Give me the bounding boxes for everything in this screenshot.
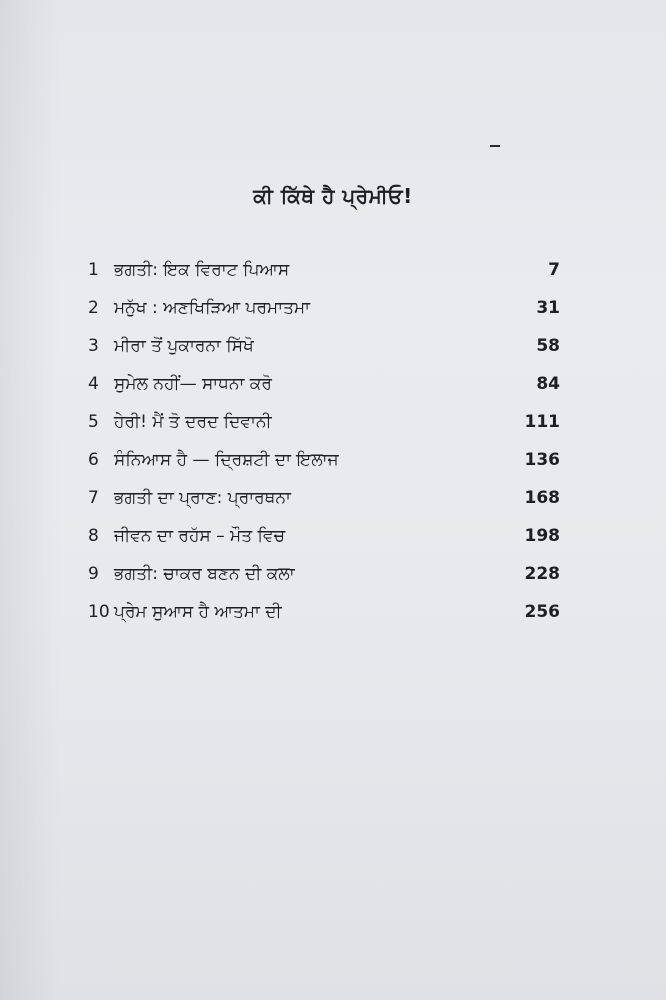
chapter-title: ਭਗਤੀ: ਚਾਕਰ ਬਣਨ ਦੀ ਕਲਾ — [114, 564, 295, 584]
toc-entry[interactable] — [88, 257, 560, 295]
chapter-title: ਮੀਰਾ ਤੋਂ ਪੁਕਾਰਨਾ ਸਿੱਖੋ — [114, 336, 254, 356]
chapter-number: 10 — [88, 602, 110, 622]
toc-entry[interactable] — [88, 447, 560, 485]
toc-entry[interactable] — [88, 371, 560, 409]
page-edge-shadow — [0, 0, 60, 1000]
page-title: ਕੀ ਕਿੱਥੇ ਹੈ ਪ੍ਰੇਮੀਓ! — [253, 184, 413, 208]
page-number: 31 — [536, 298, 560, 318]
page-number: 7 — [548, 260, 560, 280]
chapter-title: ਪ੍ਰੇਮ ਸੁਆਸ ਹੈ ਆਤਮਾ ਦੀ — [114, 602, 282, 622]
chapter-number: 9 — [88, 564, 99, 584]
chapter-title: ਭਗਤੀ: ਇਕ ਵਿਰਾਟ ਪਿਆਸ — [114, 260, 290, 280]
page-number: 84 — [536, 374, 560, 394]
page-number: 136 — [524, 450, 560, 470]
toc-entry[interactable] — [88, 599, 560, 637]
chapter-title: ਭਗਤੀ ਦਾ ਪ੍ਰਾਣ: ਪ੍ਰਾਰਥਨਾ — [114, 488, 291, 508]
chapter-title: ਹੇਰੀ! ਮੈਂ ਤੋ ਦਰਦ ਦਿਵਾਨੀ — [114, 412, 272, 432]
chapter-number: 4 — [88, 374, 99, 394]
chapter-title: ਸੁਮੇਲ ਨਹੀਂ— ਸਾਧਨਾ ਕਰੋ — [114, 374, 272, 394]
chapter-number: 6 — [88, 450, 99, 470]
page-number: 228 — [524, 564, 560, 584]
page-number: 256 — [524, 602, 560, 622]
chapter-number: 2 — [88, 298, 99, 318]
stray-dash-mark — [490, 145, 500, 147]
toc-entry[interactable] — [88, 333, 560, 371]
toc-entry[interactable] — [88, 561, 560, 599]
chapter-title: ਸੰਨਿਆਸ ਹੈ — ਦ੍ਰਿਸ਼ਟੀ ਦਾ ਇਲਾਜ — [114, 450, 339, 470]
toc-entry[interactable] — [88, 295, 560, 333]
chapter-number: 8 — [88, 526, 99, 546]
chapter-number: 3 — [88, 336, 99, 356]
chapter-title: ਮਨੁੱਖ : ਅਣਖਿੜਿਆ ਪਰਮਾਤਮਾ — [114, 298, 311, 318]
page-number: 198 — [524, 526, 560, 546]
chapter-number: 7 — [88, 488, 99, 508]
chapter-title: ਜੀਵਨ ਦਾ ਰਹੱਸ – ਮੌਤ ਵਿਚ — [114, 526, 286, 546]
toc-entry[interactable] — [88, 409, 560, 447]
toc-entry[interactable] — [88, 485, 560, 523]
page-number: 168 — [524, 488, 560, 508]
page-number: 111 — [524, 412, 560, 432]
chapter-number: 1 — [88, 260, 99, 280]
toc-entry[interactable] — [88, 523, 560, 561]
table-of-contents — [88, 257, 560, 637]
chapter-number: 5 — [88, 412, 99, 432]
page-number: 58 — [536, 336, 560, 356]
